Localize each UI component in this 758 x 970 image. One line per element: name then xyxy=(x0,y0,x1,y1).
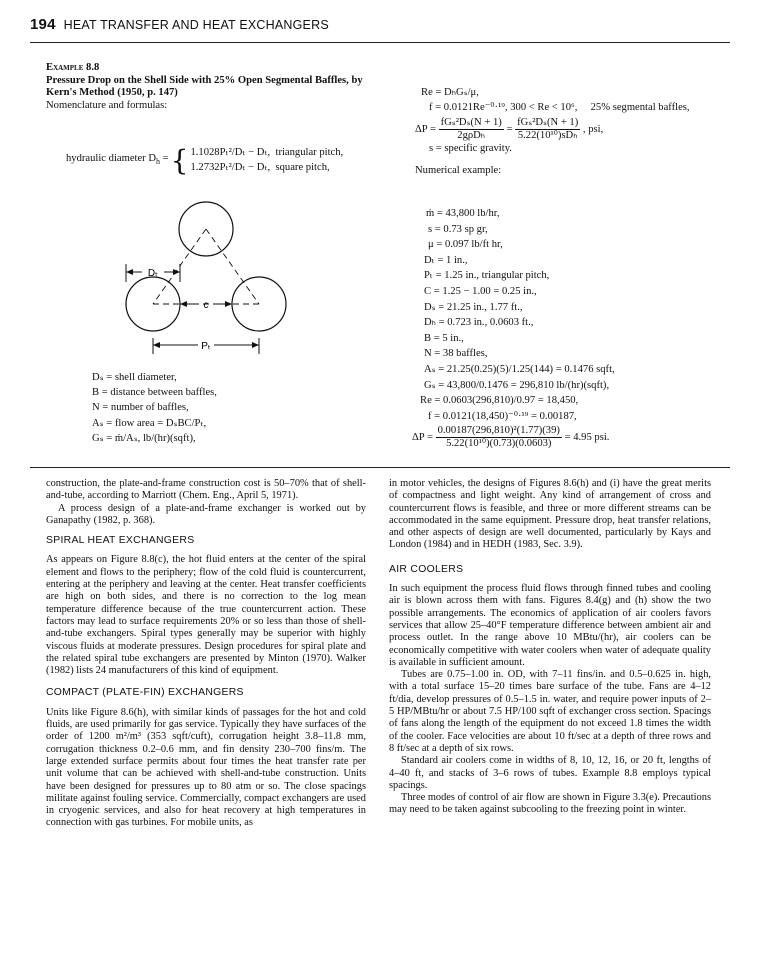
symbol-line: Dₛ = shell diameter, xyxy=(92,372,177,383)
paragraph: construction, the plate-and-frame construction cost is 50–70% that of shell-and-tube, according to Marriott (Chem. Eng., April 5, 1971). xyxy=(46,478,366,502)
paragraph: Standard air coolers come in widths of 8, 10, 12, 16, or 20 ft, lengths of 4–40 ft, and stacks of 3–6 rows of tubes. Example 8.8 employs typical spacings. xyxy=(389,755,711,791)
dt-arrow-left xyxy=(126,269,133,275)
delta-p-formula xyxy=(415,117,735,142)
numerical-line: f = 0.0121(18,450)⁻⁰·¹⁹ = 0.00187, xyxy=(428,410,577,422)
paragraph: A process design of a plate-and-frame exchanger is worked out by Ganapathy (1982, p. 368). xyxy=(46,502,366,526)
section-heading-spiral: SPIRAL HEAT EXCHANGERS xyxy=(46,535,195,547)
example-heading xyxy=(46,62,366,112)
delta-p-unit: , psi, xyxy=(582,123,604,135)
section-heading-air-coolers: AIR COOLERS xyxy=(389,563,464,575)
header-rule xyxy=(30,42,730,43)
section-heading-compact: COMPACT (PLATE-FIN) EXCHANGERS xyxy=(46,687,244,699)
numerical-line: s = 0.73 sp gr, xyxy=(428,223,488,235)
final-delta-p-fraction: $\frac{\text{0.00187(296,810)²(1.77)(39)}}{\text{5.22(10¹⁰)(0.73)(0.0603)}}$ xyxy=(437,425,560,449)
brace-glyph: { xyxy=(170,143,189,177)
delta-p-lhs: ΔP = xyxy=(415,123,436,135)
page-number: 194 xyxy=(30,16,56,33)
paragraph: Units like Figure 8.6(h), with similar kinds of passages for the hot and cold fluids, are used primarily for gas service. Typically they have surfaces of the order of 1200 m²/m³ (353 sqft/cuft), corrugation height 3.8–11.8 mm, corrugation thickness 0.2–0.6 mm, and fin density 230–700 fins/m. The large extended surface permits about four times the heat transfer rate per unit volume that can be achieved with shell-and-tube construction. Units have been designed for pressures up to 80 atm or so. The close spacings militate against fouling service. Commercially, compact exchangers are used in cryogenic services, and also for heat recovery at high temperatures in connection with gas turbines. For mobile units, as xyxy=(46,706,366,829)
dt-arrow-right xyxy=(173,269,180,275)
running-title: HEAT TRANSFER AND HEAT EXCHANGERS xyxy=(63,18,329,32)
numerical-label: Numerical example: xyxy=(415,165,502,177)
paragraph: In such equipment the process fluid flows through finned tubes and cooling air is blown across them with fans. Figures 8.4(g) and (h) show the two possible arrangements. The economics of application of air coolers favors services that allow 25–40°F temperature difference between ambient air and process outlet. In the range above 10 MBtu/(hr), air coolers can be economically competitive with water coolers when water of adequate quality is available in sufficient amount. xyxy=(389,583,711,668)
symbol-definitions xyxy=(92,370,382,446)
numerical-line: ṁ = 43,800 lb/hr, xyxy=(426,208,500,219)
hydraulic-triangular-note: triangular pitch, xyxy=(275,147,344,158)
pt-arrow-left xyxy=(153,342,160,348)
specific-gravity-def: s = specific gravity. xyxy=(429,142,512,154)
numerical-line: Dₛ = 21.25 in., 1.77 ft., xyxy=(424,301,523,313)
numerical-example xyxy=(420,206,740,424)
numerical-line: C = 1.25 − 1.00 = 0.25 in., xyxy=(424,285,537,297)
paragraph: Three modes of control of air flow are shown in Figure 3.3(e). Precautions may need to be taken against subcooling to the freezing point in winter. xyxy=(389,792,711,816)
delta-p-fraction-1: $\frac{\text{fGₛ²Dₛ(N + 1)}}{\text{2gρDₕ}}$ xyxy=(440,116,502,141)
symbol-line: Gₛ = ṁ/Aₛ, lb/(hr)(sqft), xyxy=(92,432,196,444)
reynolds-formula: Re = DₕGₛ/μ, xyxy=(421,87,479,98)
pitch-line-right xyxy=(206,229,259,304)
tube-pitch-figure xyxy=(104,192,294,362)
symbol-line: B = distance between baffles, xyxy=(92,387,217,399)
delta-p-equals: = xyxy=(506,123,513,135)
numerical-line: Dₕ = 0.723 in., 0.0603 ft., xyxy=(424,317,534,329)
example-intro: Nomenclature and formulas: xyxy=(46,99,168,111)
final-delta-p-lhs: ΔP = xyxy=(412,431,433,443)
left-column xyxy=(46,478,366,830)
delta-p-fraction-2: $\frac{\text{fGₛ²Dₛ(N + 1)}}{\text{5.22(10¹⁰)sDₕ}}$ xyxy=(517,116,579,141)
numerical-line: Aₛ = 21.25(0.25)(5)/1.25(144) = 0.1476 sqft, xyxy=(424,363,615,375)
numerical-line: Dₜ = 1 in., xyxy=(424,254,468,266)
example-bottom-rule xyxy=(30,467,730,468)
paragraph: As appears on Figure 8.8(c), the hot fluid enters at the center of the spiral element and flows to the periphery; flow of the cold fluid is countercurrent, entering at the periphery and leaving at the center. Heat transfer coefficients are high on both sides, and there is no correction to the log mean temperature difference because of the true countercurrent action. These factors may lead to surface requirements 20% or so less than those of shell-and-tube exchangers. Spiral types generally may be superior with highly viscous fluids at moderate pressures. Design procedures for spiral plate and the related spiral tube exchangers are presented by Minton (1970). Walker (1982) lists 24 manufacturers of this kind of equipment. xyxy=(46,554,366,677)
hydraulic-triangular: 1.1028Pₜ²/Dₜ − Dₜ, xyxy=(190,147,271,158)
symbol-line: N = number of baffles, xyxy=(92,402,189,414)
dt-label: Dₜ xyxy=(147,268,159,279)
numerical-line: Gₛ = 43,800/0.1476 = 296,810 lb/(hr)(sqft), xyxy=(424,379,610,391)
pt-arrow-right xyxy=(252,342,259,348)
numerical-line: Re = 0.0603(296,810)/0.97 = 18,450, xyxy=(420,395,579,407)
c-arrow-left xyxy=(180,301,187,307)
final-delta-p xyxy=(412,425,609,450)
running-header xyxy=(30,16,329,33)
hydraulic-square: 1.2732Pₜ²/Dₜ − Dₜ, xyxy=(190,161,271,173)
paragraph: Tubes are 0.75–1.00 in. OD, with 7–11 fins/in. and 0.5–0.625 in. high, with a total surface 15–20 times bare surface of the tube. Fans are 4–12 ft/dia, develop pressures of 0.5–1.5 in. water, and require power inputs of 2–5 HP/MBtu/hr or about 7.5 HP/100 sqft of exchanger cross section. Spacings of fans along the length of the equipment do not exceed 1.8 times the width of the cooler. Face velocities are about 10 ft/sec at a depth of three rows and 8 ft/sec at a depth of six rows. xyxy=(389,669,711,754)
hydraulic-square-note: square pitch, xyxy=(275,161,330,173)
friction-formula: f = 0.0121Re⁻⁰·¹⁹, 300 < Re < 10⁶, xyxy=(429,101,578,113)
paragraph: in motor vehicles, the designs of Figures 8.6(h) and (i) have the great merits of compactness and light weight. Any kind of arrangement of cross and countercurrent flows is feasible, and three or more different streams can be accommodated in the same equipment. Pressure drop, heat transfer relations, and other aspects of design are well documented, particularly by Kays and London (1984) and in HEDH (1983, Sec. 3.9). xyxy=(389,478,711,551)
example-label: Example 8.8 xyxy=(46,62,100,73)
numerical-line: μ = 0.097 lb/ft hr, xyxy=(428,239,503,251)
example-title: Pressure Drop on the Shell Side with 25% Open Segmental Baffles, by Kern's Method (1950, p. 147) xyxy=(46,74,363,99)
c-arrow-right xyxy=(225,301,232,307)
c-label: c xyxy=(203,300,209,311)
symbol-line: Aₛ = flow area = DₛBC/Pₜ, xyxy=(92,417,207,429)
right-column xyxy=(389,478,711,817)
pt-label: Pₜ xyxy=(201,341,211,352)
numerical-line: B = 5 in., xyxy=(424,332,464,344)
pressure-drop-formulas xyxy=(415,86,735,179)
numerical-line: Pₜ = 1.25 in., triangular pitch, xyxy=(424,270,550,282)
friction-note: 25% segmental baffles, xyxy=(590,101,690,113)
hydraulic-diameter-formula xyxy=(66,143,386,177)
final-delta-p-result: = 4.95 psi. xyxy=(564,431,610,443)
numerical-line: N = 38 baffles, xyxy=(424,348,488,360)
hydraulic-label: hydraulic diameter $D_h$ = xyxy=(66,152,169,166)
